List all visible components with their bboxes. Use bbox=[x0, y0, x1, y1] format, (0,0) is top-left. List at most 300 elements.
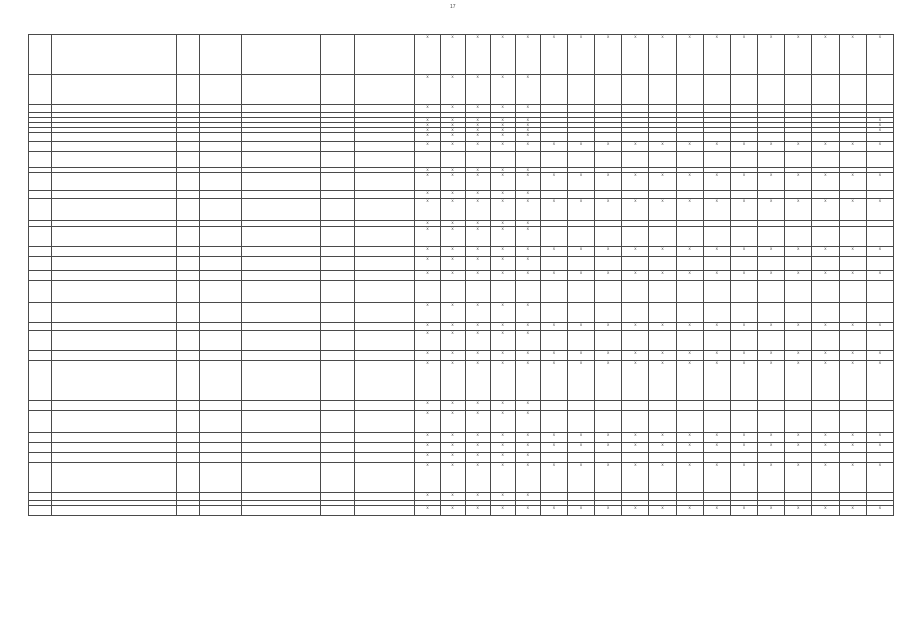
table-cell: X bbox=[490, 411, 515, 433]
table-cell: X bbox=[415, 168, 440, 173]
table-cell bbox=[321, 453, 354, 463]
table-cell bbox=[866, 303, 893, 323]
table-cell bbox=[703, 303, 730, 323]
table-cell: X bbox=[703, 361, 730, 401]
table-cell bbox=[676, 133, 703, 142]
table-cell bbox=[567, 281, 594, 303]
table-cell bbox=[703, 152, 730, 168]
table-cell: X bbox=[440, 443, 465, 453]
table-cell: X bbox=[758, 433, 785, 443]
table-row bbox=[29, 351, 894, 361]
table-cell: X bbox=[440, 199, 465, 221]
table-cell bbox=[29, 133, 52, 142]
table-cell: X bbox=[758, 506, 785, 516]
table-cell bbox=[51, 401, 176, 411]
table-cell bbox=[242, 331, 321, 351]
table-cell: X bbox=[812, 271, 839, 281]
table-cell: X bbox=[515, 463, 540, 493]
table-cell: X bbox=[440, 191, 465, 199]
table-cell: X bbox=[515, 128, 540, 133]
table-cell: X bbox=[622, 463, 649, 493]
table-cell: X bbox=[490, 35, 515, 75]
table-cell: X bbox=[490, 463, 515, 493]
table-cell bbox=[321, 173, 354, 191]
table-cell: X bbox=[730, 247, 757, 257]
table-cell bbox=[51, 351, 176, 361]
table-cell bbox=[51, 227, 176, 247]
table-cell bbox=[676, 453, 703, 463]
table-cell: X bbox=[415, 257, 440, 271]
table-cell bbox=[200, 191, 242, 199]
table-cell bbox=[51, 271, 176, 281]
table-row bbox=[29, 331, 894, 351]
table-cell: X bbox=[490, 401, 515, 411]
table-cell: X bbox=[703, 173, 730, 191]
table-cell: X bbox=[440, 323, 465, 331]
table-cell bbox=[51, 257, 176, 271]
table-cell: X bbox=[465, 411, 490, 433]
table-cell bbox=[354, 35, 415, 75]
table-cell bbox=[177, 463, 200, 493]
table-cell bbox=[758, 453, 785, 463]
table-cell bbox=[730, 257, 757, 271]
table-cell: X bbox=[758, 173, 785, 191]
table-cell: X bbox=[649, 247, 676, 257]
table-cell: X bbox=[758, 351, 785, 361]
table-row bbox=[29, 247, 894, 257]
table-cell bbox=[703, 105, 730, 113]
table-cell bbox=[703, 191, 730, 199]
table-cell: X bbox=[465, 271, 490, 281]
table-cell bbox=[177, 303, 200, 323]
table-cell bbox=[242, 411, 321, 433]
table-cell: X bbox=[649, 351, 676, 361]
table-cell: X bbox=[490, 173, 515, 191]
table-cell bbox=[51, 75, 176, 105]
table-cell: X bbox=[465, 453, 490, 463]
table-cell: X bbox=[703, 506, 730, 516]
table-cell bbox=[785, 281, 812, 303]
table-cell: X bbox=[595, 142, 622, 152]
table-cell: X bbox=[465, 142, 490, 152]
table-cell: X bbox=[595, 247, 622, 257]
table-cell: X bbox=[622, 443, 649, 453]
table-cell: X bbox=[866, 351, 893, 361]
table-cell: X bbox=[758, 271, 785, 281]
table-cell: X bbox=[465, 463, 490, 493]
table-cell: X bbox=[440, 247, 465, 257]
table-cell: X bbox=[515, 433, 540, 443]
table-cell bbox=[242, 433, 321, 443]
table-cell bbox=[540, 105, 567, 113]
table-cell bbox=[866, 75, 893, 105]
table-cell bbox=[703, 331, 730, 351]
table-cell bbox=[29, 142, 52, 152]
table-cell bbox=[622, 401, 649, 411]
table-cell bbox=[595, 257, 622, 271]
table-cell bbox=[649, 281, 676, 303]
table-cell bbox=[540, 227, 567, 247]
table-cell: X bbox=[866, 433, 893, 443]
table-cell bbox=[354, 247, 415, 257]
table-cell: X bbox=[649, 433, 676, 443]
table-cell bbox=[649, 411, 676, 433]
table-cell bbox=[785, 303, 812, 323]
table-cell: X bbox=[415, 303, 440, 323]
table-cell: X bbox=[490, 443, 515, 453]
table-cell: X bbox=[440, 35, 465, 75]
table-cell: X bbox=[839, 443, 866, 453]
table-cell: X bbox=[540, 271, 567, 281]
table-cell bbox=[200, 323, 242, 331]
table-cell bbox=[515, 281, 540, 303]
table-cell bbox=[595, 227, 622, 247]
table-cell bbox=[649, 401, 676, 411]
table-cell: X bbox=[730, 506, 757, 516]
table-cell: X bbox=[622, 506, 649, 516]
table-cell: X bbox=[515, 173, 540, 191]
table-cell bbox=[242, 506, 321, 516]
table-cell bbox=[200, 411, 242, 433]
table-cell: X bbox=[567, 142, 594, 152]
table-cell: X bbox=[839, 506, 866, 516]
table-cell bbox=[866, 493, 893, 501]
table-cell bbox=[354, 152, 415, 168]
table-cell bbox=[839, 493, 866, 501]
table-cell: X bbox=[540, 142, 567, 152]
table-cell bbox=[51, 133, 176, 142]
table-cell bbox=[354, 453, 415, 463]
table-cell bbox=[785, 191, 812, 199]
table-cell bbox=[177, 433, 200, 443]
table-cell: X bbox=[839, 361, 866, 401]
table-cell: X bbox=[465, 323, 490, 331]
table-cell bbox=[51, 173, 176, 191]
table-cell: X bbox=[515, 493, 540, 501]
table-cell: X bbox=[649, 323, 676, 331]
table-cell: X bbox=[758, 247, 785, 257]
table-cell: X bbox=[649, 443, 676, 453]
table-cell: X bbox=[785, 443, 812, 453]
table-cell: X bbox=[730, 323, 757, 331]
table-cell: X bbox=[676, 351, 703, 361]
table-cell bbox=[354, 493, 415, 501]
table-cell bbox=[354, 257, 415, 271]
table-cell: X bbox=[465, 191, 490, 199]
table-cell bbox=[177, 173, 200, 191]
table-cell: X bbox=[676, 271, 703, 281]
table-cell bbox=[51, 247, 176, 257]
table-cell bbox=[785, 105, 812, 113]
table-cell bbox=[242, 453, 321, 463]
table-cell bbox=[321, 463, 354, 493]
table-cell: X bbox=[415, 133, 440, 142]
table-cell: X bbox=[866, 35, 893, 75]
table-cell bbox=[200, 433, 242, 443]
table-cell bbox=[622, 105, 649, 113]
table-cell: X bbox=[622, 433, 649, 443]
table-cell: X bbox=[490, 257, 515, 271]
table-cell bbox=[51, 35, 176, 75]
table-cell bbox=[354, 331, 415, 351]
table-cell bbox=[622, 281, 649, 303]
table-cell bbox=[622, 411, 649, 433]
table-cell: X bbox=[812, 142, 839, 152]
table-cell: X bbox=[567, 247, 594, 257]
table-cell: X bbox=[515, 75, 540, 105]
table-cell bbox=[51, 411, 176, 433]
table-cell: X bbox=[490, 128, 515, 133]
table-cell: X bbox=[490, 271, 515, 281]
table-row bbox=[29, 105, 894, 113]
table-cell: X bbox=[866, 323, 893, 331]
table-cell bbox=[177, 191, 200, 199]
table-cell bbox=[866, 401, 893, 411]
table-cell bbox=[51, 199, 176, 221]
table-cell: X bbox=[440, 227, 465, 247]
table-cell bbox=[649, 303, 676, 323]
table-cell bbox=[730, 453, 757, 463]
table-cell: X bbox=[515, 351, 540, 361]
table-cell: X bbox=[866, 271, 893, 281]
table-cell bbox=[866, 227, 893, 247]
table-cell: X bbox=[490, 221, 515, 227]
table-cell bbox=[354, 463, 415, 493]
table-cell: X bbox=[415, 247, 440, 257]
table-cell bbox=[354, 411, 415, 433]
table-cell bbox=[649, 453, 676, 463]
table-row bbox=[29, 281, 894, 303]
table-cell bbox=[812, 227, 839, 247]
table-cell: X bbox=[440, 173, 465, 191]
table-cell bbox=[177, 247, 200, 257]
table-cell: X bbox=[812, 443, 839, 453]
table-cell bbox=[29, 463, 52, 493]
table-cell: X bbox=[839, 323, 866, 331]
table-cell bbox=[242, 227, 321, 247]
table-cell bbox=[321, 35, 354, 75]
table-cell: X bbox=[465, 506, 490, 516]
table-cell bbox=[540, 133, 567, 142]
table-cell: X bbox=[415, 105, 440, 113]
table-cell: X bbox=[415, 401, 440, 411]
table-cell bbox=[354, 227, 415, 247]
table-cell bbox=[200, 105, 242, 113]
table-cell: X bbox=[622, 323, 649, 331]
table-cell: X bbox=[730, 271, 757, 281]
table-cell bbox=[29, 271, 52, 281]
table-cell: X bbox=[540, 463, 567, 493]
table-cell bbox=[703, 453, 730, 463]
table-row bbox=[29, 142, 894, 152]
table-cell bbox=[730, 331, 757, 351]
table-cell bbox=[29, 433, 52, 443]
table-cell: X bbox=[490, 191, 515, 199]
table-cell: X bbox=[595, 443, 622, 453]
table-cell bbox=[758, 227, 785, 247]
table-cell: X bbox=[676, 506, 703, 516]
table-cell: X bbox=[703, 351, 730, 361]
table-cell bbox=[200, 271, 242, 281]
table-cell bbox=[595, 191, 622, 199]
table-cell bbox=[515, 152, 540, 168]
table-cell: X bbox=[758, 35, 785, 75]
table-cell bbox=[595, 133, 622, 142]
table-cell: X bbox=[440, 105, 465, 113]
table-cell: X bbox=[440, 401, 465, 411]
table-cell bbox=[758, 331, 785, 351]
table-cell: X bbox=[490, 331, 515, 351]
table-cell bbox=[567, 105, 594, 113]
table-cell bbox=[812, 401, 839, 411]
table-cell: X bbox=[730, 35, 757, 75]
table-row bbox=[29, 152, 894, 168]
table-cell bbox=[51, 361, 176, 401]
table-cell bbox=[812, 281, 839, 303]
table-cell bbox=[540, 152, 567, 168]
table-cell: X bbox=[676, 247, 703, 257]
table-cell bbox=[200, 173, 242, 191]
table-cell bbox=[595, 331, 622, 351]
table-cell bbox=[321, 493, 354, 501]
table-cell: X bbox=[622, 271, 649, 281]
table-cell bbox=[321, 323, 354, 331]
table-cell bbox=[200, 493, 242, 501]
table-cell bbox=[676, 191, 703, 199]
table-cell bbox=[200, 152, 242, 168]
table-cell bbox=[29, 506, 52, 516]
table-cell bbox=[622, 133, 649, 142]
table-cell: X bbox=[758, 443, 785, 453]
table-cell: X bbox=[540, 247, 567, 257]
table-row bbox=[29, 411, 894, 433]
table-cell: X bbox=[415, 331, 440, 351]
table-cell bbox=[200, 35, 242, 75]
table-cell bbox=[321, 257, 354, 271]
table-cell bbox=[730, 401, 757, 411]
table-cell: X bbox=[812, 199, 839, 221]
table-cell: X bbox=[515, 133, 540, 142]
table-cell: X bbox=[676, 443, 703, 453]
table-cell bbox=[321, 105, 354, 113]
table-cell: X bbox=[415, 227, 440, 247]
table-cell: X bbox=[649, 199, 676, 221]
table-cell: X bbox=[465, 351, 490, 361]
table-row bbox=[29, 463, 894, 493]
table-cell bbox=[200, 75, 242, 105]
table-cell: X bbox=[758, 323, 785, 331]
table-cell bbox=[29, 401, 52, 411]
table-cell: X bbox=[839, 199, 866, 221]
table-cell bbox=[567, 493, 594, 501]
table-cell: X bbox=[676, 361, 703, 401]
table-cell: X bbox=[440, 128, 465, 133]
table-row bbox=[29, 35, 894, 75]
table-cell bbox=[242, 199, 321, 221]
table-cell: X bbox=[622, 199, 649, 221]
table-cell bbox=[200, 199, 242, 221]
table-cell bbox=[758, 133, 785, 142]
table-cell: X bbox=[415, 199, 440, 221]
table-cell bbox=[839, 105, 866, 113]
table-cell bbox=[785, 75, 812, 105]
table-cell bbox=[758, 191, 785, 199]
table-cell bbox=[321, 271, 354, 281]
table-cell: X bbox=[465, 123, 490, 128]
program-table bbox=[28, 34, 894, 516]
table-cell bbox=[321, 411, 354, 433]
table-cell bbox=[29, 199, 52, 221]
table-cell: X bbox=[415, 128, 440, 133]
table-cell bbox=[51, 191, 176, 199]
table-cell bbox=[812, 493, 839, 501]
table-cell: X bbox=[465, 247, 490, 257]
table-cell: X bbox=[415, 35, 440, 75]
table-row bbox=[29, 361, 894, 401]
table-cell bbox=[200, 133, 242, 142]
table-cell: X bbox=[622, 351, 649, 361]
table-cell: X bbox=[440, 361, 465, 401]
table-cell: X bbox=[440, 123, 465, 128]
table-cell: X bbox=[415, 123, 440, 128]
table-cell: X bbox=[785, 35, 812, 75]
table-cell bbox=[839, 227, 866, 247]
table-cell bbox=[200, 401, 242, 411]
table-cell bbox=[812, 257, 839, 271]
table-cell bbox=[177, 281, 200, 303]
table-cell: X bbox=[465, 303, 490, 323]
table-cell bbox=[540, 75, 567, 105]
table-cell bbox=[622, 191, 649, 199]
table-cell: X bbox=[490, 199, 515, 221]
table-row bbox=[29, 271, 894, 281]
table-cell bbox=[839, 75, 866, 105]
table-cell: X bbox=[595, 173, 622, 191]
table-cell bbox=[177, 199, 200, 221]
table-cell: X bbox=[440, 75, 465, 105]
table-cell: X bbox=[785, 247, 812, 257]
table-row bbox=[29, 506, 894, 516]
table-cell bbox=[242, 303, 321, 323]
table-cell: X bbox=[812, 173, 839, 191]
table-cell: X bbox=[730, 199, 757, 221]
table-cell bbox=[51, 303, 176, 323]
table-cell: X bbox=[490, 453, 515, 463]
table-cell: X bbox=[515, 257, 540, 271]
table-cell bbox=[622, 303, 649, 323]
table-cell: X bbox=[676, 463, 703, 493]
table-row bbox=[29, 257, 894, 271]
table-cell bbox=[622, 152, 649, 168]
table-cell: X bbox=[730, 433, 757, 443]
table-cell bbox=[595, 401, 622, 411]
table-cell bbox=[839, 401, 866, 411]
table-cell: X bbox=[515, 199, 540, 221]
table-cell bbox=[595, 453, 622, 463]
table-cell bbox=[540, 401, 567, 411]
table-cell bbox=[812, 152, 839, 168]
table-cell bbox=[29, 75, 52, 105]
table-row bbox=[29, 303, 894, 323]
table-cell bbox=[866, 331, 893, 351]
table-cell: X bbox=[866, 128, 893, 133]
table-cell bbox=[567, 303, 594, 323]
table-cell bbox=[242, 142, 321, 152]
table-cell bbox=[354, 133, 415, 142]
table-cell bbox=[839, 453, 866, 463]
table-cell: X bbox=[415, 75, 440, 105]
table-cell bbox=[51, 506, 176, 516]
